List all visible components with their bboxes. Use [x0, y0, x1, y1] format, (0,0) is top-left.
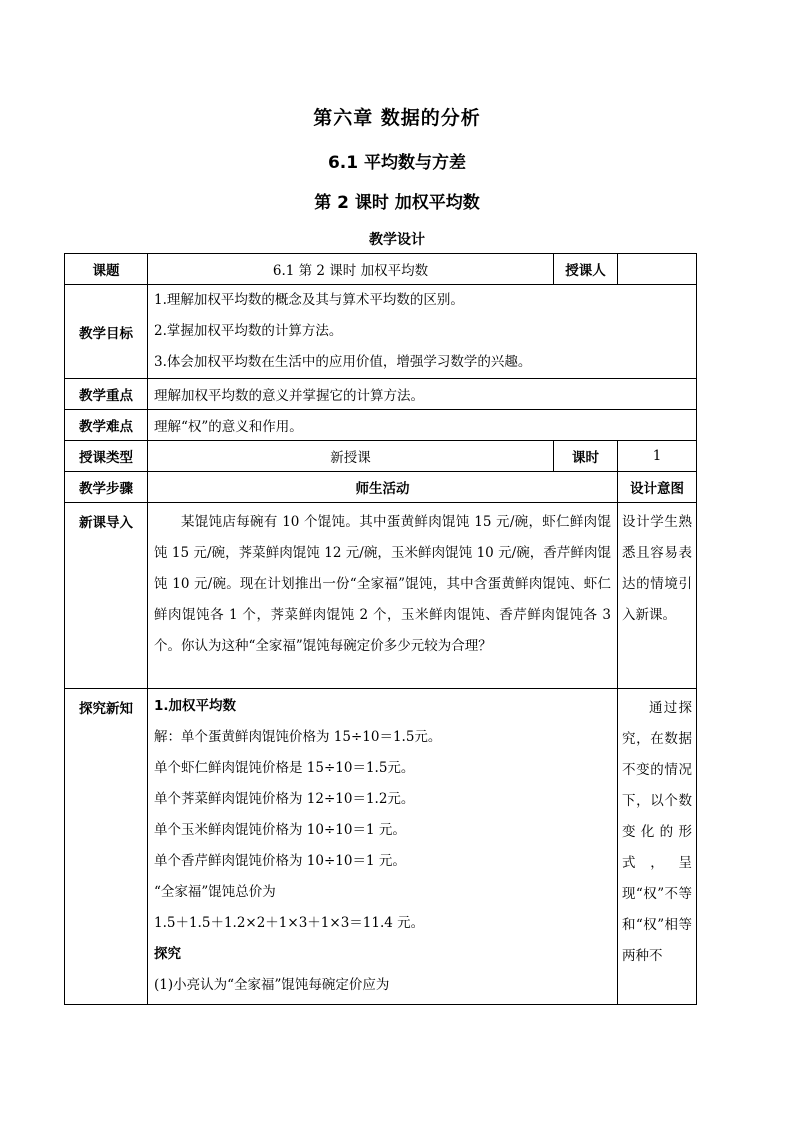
topic-value: 6.1 第 2 课时 加权平均数: [148, 254, 554, 285]
section-title: 6.1 平均数与方差: [327, 153, 467, 173]
table-row: [65, 441, 697, 472]
teacher-value: [618, 254, 697, 285]
explore-line: 解：单个蛋黄鲜肉馄饨价格为 15÷10＝1.5元。: [154, 729, 442, 745]
lesson-title: 第 2 课时 加权平均数: [314, 193, 480, 213]
type-label: 授课类型: [65, 441, 148, 472]
focus-value: 理解加权平均数的意义并掌握它的计算方法。: [148, 379, 697, 410]
steps-label: 教学步骤: [65, 472, 148, 503]
table-row: [65, 410, 697, 441]
explore-label: 探究新知: [65, 689, 148, 1005]
focus-label: 教学重点: [65, 379, 148, 410]
table-row: [65, 254, 697, 285]
teacher-label: 授课人: [554, 254, 618, 285]
table-row: [65, 689, 697, 1005]
table-row: [65, 472, 697, 503]
lesson-plan-table: [64, 253, 697, 1005]
goals-cell: [148, 285, 697, 379]
table-row: [65, 379, 697, 410]
hours-value: 1: [618, 441, 697, 472]
design-title: 教学设计: [369, 232, 425, 248]
goal-item: 2.掌握加权平均数的计算方法。: [154, 323, 343, 339]
explore-line: “全家福”馄饨总价为: [154, 884, 276, 900]
chapter-title: 第六章 数据的分析: [313, 107, 481, 129]
explore-line: (1)小亮认为“全家福”馄饨每碗定价应为: [154, 977, 390, 993]
difficulty-label: 教学难点: [65, 410, 148, 441]
intro-text: 某馄饨店每碗有 10 个馄饨。其中蛋黄鲜肉馄饨 15 元/碗，虾仁鲜肉馄饨 15 元/碗，荠菜鲜肉馄饨 12 元/碗，玉米鲜肉馄饨 10 元/碗，香芹鲜肉馄饨 10 元/碗。现在计划推出一份“全家福”馄饨，其中含蛋黄鲜肉馄饨、虾仁鲜肉馄饨各 1 个，荠菜鲜肉馄饨 2 个，玉米鲜肉馄饨、香芹鲜肉馄饨各 3 个。你认为这种“全家福”馄饨每碗定价多少元较为合理？: [148, 503, 618, 689]
explore-line: 单个虾仁鲜肉馄饨价格是 15÷10＝1.5元。: [154, 760, 415, 776]
table-row: [65, 285, 697, 379]
goal-item: 3.体会加权平均数在生活中的应用价值，增强学习数学的兴趣。: [154, 354, 532, 370]
explore-line: 1.5＋1.5＋1.2×2＋1×3＋1×3＝11.4 元。: [154, 915, 425, 931]
topic-label: 课题: [65, 254, 148, 285]
explore-line: 单个玉米鲜肉馄饨价格为 10÷10＝1 元。: [154, 822, 406, 838]
hours-label: 课时: [554, 441, 618, 472]
type-value: 新授课: [148, 441, 554, 472]
intent-label: 设计意图: [618, 472, 697, 503]
activity-label: 师生活动: [148, 472, 618, 503]
goals-label: 教学目标: [65, 285, 148, 379]
explore-line: 单个荠菜鲜肉馄饨价格为 12÷10＝1.2元。: [154, 791, 415, 807]
explore-intent: 通过探究，在数据不变的情况下，以个数变化的形式，呈现“权”不等和“权”相等两种不: [618, 689, 697, 1005]
explore-cell: [148, 689, 618, 1005]
table-row: [65, 503, 697, 689]
intro-label: 新课导入: [65, 503, 148, 689]
explore-heading: 1.加权平均数: [154, 698, 237, 714]
explore-subheading: 探究: [154, 946, 181, 962]
explore-line: 单个香芹鲜肉馄饨价格为 10÷10＝1 元。: [154, 853, 406, 869]
goal-item: 1.理解加权平均数的概念及其与算术平均数的区别。: [154, 292, 464, 308]
intro-intent: 设计学生熟悉且容易表达的情境引入新课。: [618, 503, 697, 689]
difficulty-value: 理解“权”的意义和作用。: [148, 410, 697, 441]
